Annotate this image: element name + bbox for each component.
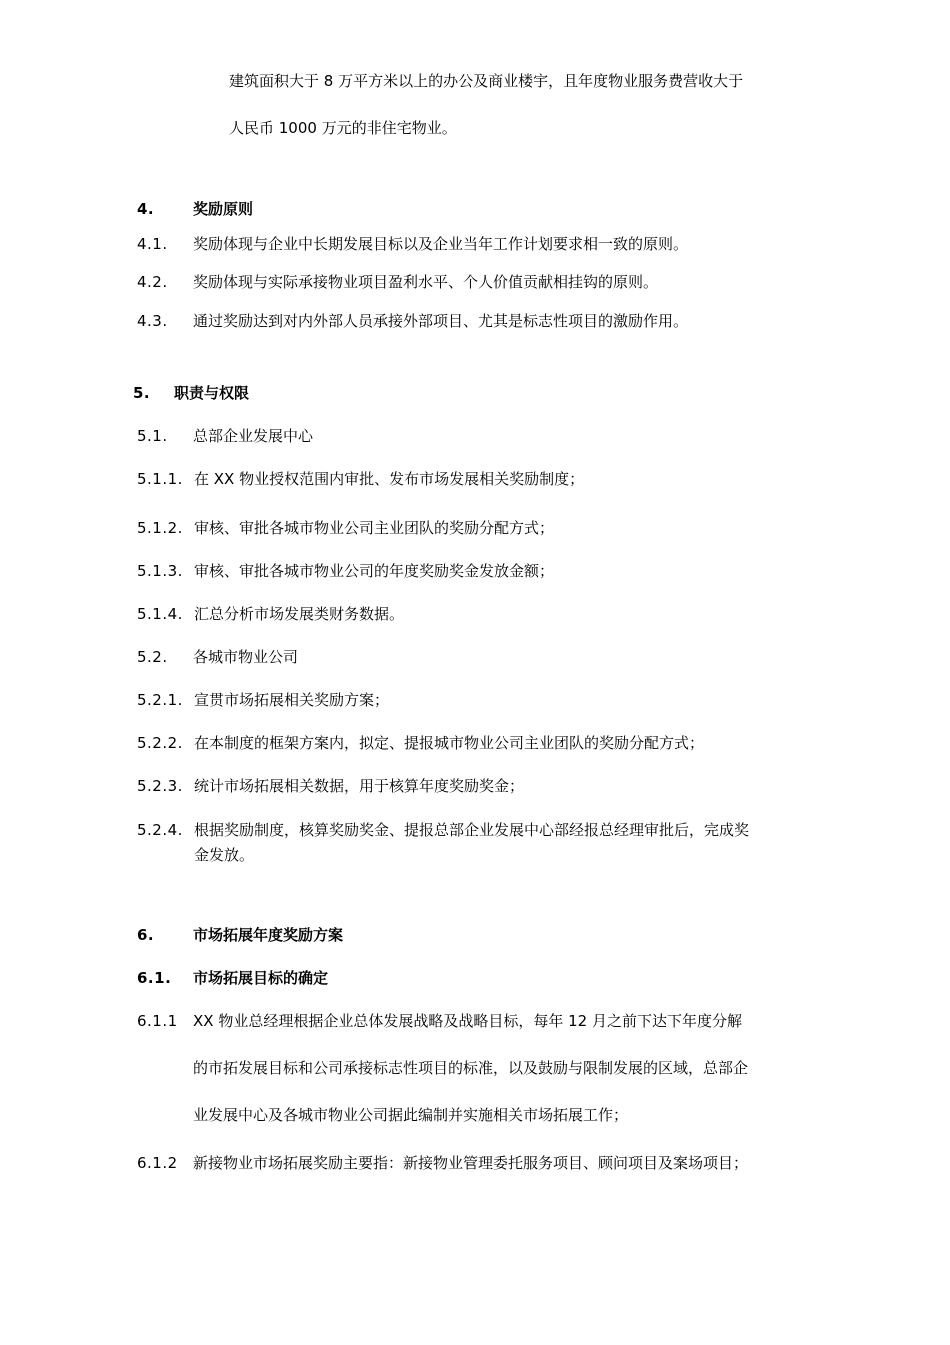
item-4-1-text: 奖励体现与企业中长期发展目标以及企业当年工作计划要求相一致的原则。 — [193, 235, 689, 253]
section-6-title: 市场拓展年度奖励方案 — [193, 926, 344, 944]
item-5-2-4-text: 根据奖励制度，核算奖励奖金、提报总部企业发展中心部经报总经理审批后，完成奖 — [194, 821, 750, 839]
item-6-1-2-line-1: 新接物业市场拓展奖励主要指：新接物业管理委托服务项目、顾问项目及案场项目； — [193, 1154, 749, 1172]
item-4-2-text: 奖励体现与实际承接物业项目盈利水平、个人价值贡献相挂钩的原则。 — [193, 273, 659, 291]
item-5-2-2-text: 在本制度的框架方案内，拟定、提报城市物业公司主业团队的奖励分配方式； — [194, 734, 705, 752]
item-6-1-2-number: 6.1.2 — [137, 1154, 178, 1172]
section-6-1-title: 市场拓展目标的确定 — [193, 969, 329, 987]
intro-line-1: 建筑面积大于 8 万平方米以上的办公及商业楼宇，且年度物业服务费营收大于 — [229, 72, 744, 90]
item-5-2-4-text-cont: 金发放。 — [194, 846, 255, 864]
item-4-3-number: 4.3. — [137, 312, 168, 330]
item-5-2-1-text: 宣贯市场拓展相关奖励方案； — [194, 691, 390, 709]
item-5-1-number: 5.1. — [137, 427, 168, 445]
item-5-2-3-number: 5.2.3. — [137, 777, 183, 795]
item-4-2-number: 4.2. — [137, 273, 168, 291]
section-6-1-number: 6.1. — [137, 969, 172, 987]
item-5-1-1-text: 在 XX 物业授权范围内审批、发布市场发展相关奖励制度； — [194, 470, 585, 488]
section-5-title: 职责与权限 — [174, 384, 250, 402]
section-5-number: 5. — [133, 384, 151, 402]
item-5-1-1-number: 5.1.1. — [137, 470, 183, 488]
item-5-1-4-number: 5.1.4. — [137, 605, 183, 623]
section-4-title: 奖励原则 — [193, 200, 254, 218]
item-5-2-3-text: 统计市场拓展相关数据，用于核算年度奖励奖金； — [194, 777, 525, 795]
item-6-1-1-number: 6.1.1 — [137, 1012, 178, 1030]
item-5-1-text: 总部企业发展中心 — [193, 427, 314, 445]
item-5-1-3-number: 5.1.3. — [137, 562, 183, 580]
section-6-number: 6. — [137, 926, 155, 944]
item-4-1-number: 4.1. — [137, 235, 168, 253]
item-6-1-1-line-1: XX 物业总经理根据企业总体发展战略及战略目标，每年 12 月之前下达下年度分解 — [193, 1012, 742, 1030]
item-5-2-number: 5.2. — [137, 648, 168, 666]
item-6-1-1-line-2: 的市拓发展目标和公司承接标志性项目的标准，以及鼓励与限制发展的区域，总部企 — [193, 1059, 749, 1077]
section-4-number: 4. — [137, 200, 155, 218]
item-5-2-2-number: 5.2.2. — [137, 734, 183, 752]
item-5-2-4-number: 5.2.4. — [137, 821, 183, 839]
item-5-2-text: 各城市物业公司 — [193, 648, 299, 666]
item-5-1-2-text: 审核、审批各城市物业公司主业团队的奖励分配方式； — [194, 519, 555, 537]
item-5-1-2-number: 5.1.2. — [137, 519, 183, 537]
intro-line-2: 人民币 1000 万元的非住宅物业。 — [229, 119, 457, 137]
item-6-1-1-line-3: 业发展中心及各城市物业公司据此编制并实施相关市场拓展工作； — [193, 1106, 629, 1124]
item-5-1-4-text: 汇总分析市场发展类财务数据。 — [194, 605, 405, 623]
item-5-1-3-text: 审核、审批各城市物业公司的年度奖励奖金发放金额； — [194, 562, 555, 580]
item-4-3-text: 通过奖励达到对内外部人员承接外部项目、尤其是标志性项目的激励作用。 — [193, 312, 689, 330]
item-5-2-1-number: 5.2.1. — [137, 691, 183, 709]
